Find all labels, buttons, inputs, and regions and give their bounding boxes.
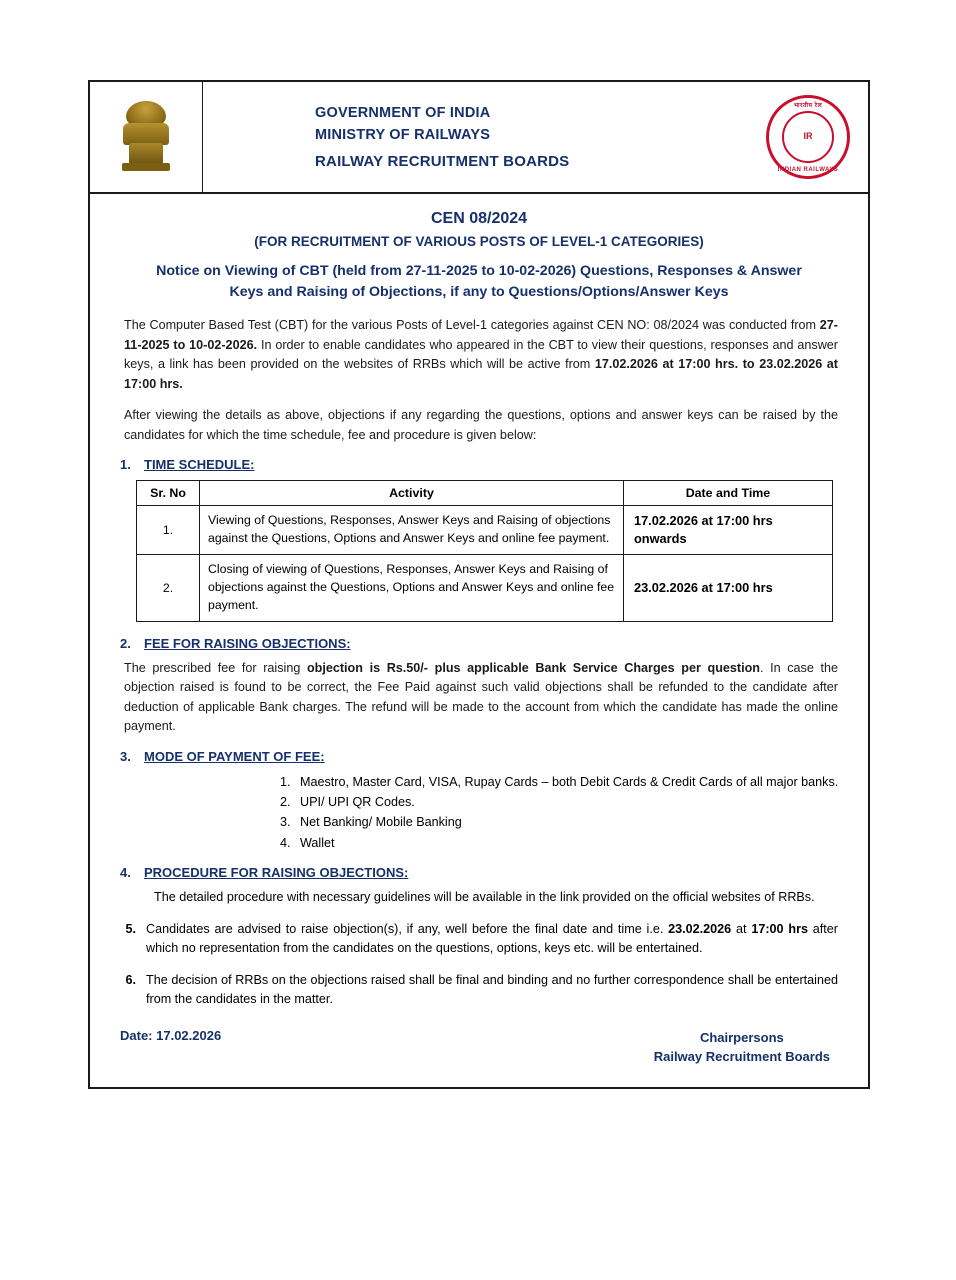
point-5-time: 17:00 hrs	[751, 921, 808, 936]
railways-logo-bottom-text: INDIAN RAILWAYS	[777, 167, 839, 173]
point-6	[116, 971, 842, 1010]
point-5-part2: at	[731, 921, 752, 936]
row2-date: 23.02.2026 at 17:00 hrs	[623, 555, 832, 621]
point-5-number: 5.	[125, 921, 136, 936]
procedure-paragraph: The detailed procedure with necessary guidelines will be available in the link provided on the official websites of RRBs.	[154, 890, 815, 905]
section-3-number: 3.	[120, 748, 131, 764]
intro-paragraph-1	[116, 316, 842, 394]
notice-heading-line2: Keys and Raising of Objections, if any to Questions/Options/Answer Keys	[229, 283, 729, 300]
fee-amount: objection is Rs.50/- plus applicable Bank Service Charges per question	[306, 660, 760, 675]
point-5-content	[146, 920, 842, 959]
signature-line1: Chairpersons	[699, 1029, 784, 1045]
signature-line2: Railway Recruitment Boards	[653, 1049, 830, 1065]
gov-of-india-line: GOVERNMENT OF INDIA	[315, 104, 491, 121]
cen-number: CEN 08/2024	[430, 210, 528, 227]
row1-srno: 1.	[137, 506, 200, 555]
intro-p1-part1: The Computer Based Test (CBT) for the various Posts of Level-1 categories against CEN NO: 08/2024 was conducted from	[124, 318, 820, 333]
point-5	[116, 920, 842, 959]
document-body	[90, 194, 868, 1087]
header-text-block	[203, 105, 748, 170]
th-activity: Activity	[200, 481, 624, 506]
intro-p1-part2: In order to enable candidates who appeared in the CBT to view their questions, responses and answer keys, a link has been provided on the websites of RRBs which will be active from	[124, 337, 838, 372]
payment-modes-list	[116, 772, 842, 854]
section-4-title: PROCEDURE FOR RAISING OBJECTIONS:	[144, 865, 409, 881]
notice-heading-line1: Notice on Viewing of CBT (held from 27-11-2025 to 10-02-2026) Questions, Responses & Answer	[156, 263, 802, 279]
document-footer	[116, 1028, 842, 1067]
indian-railways-logo-icon	[766, 95, 850, 179]
rrb-line: RAILWAY RECRUITMENT BOARDS	[315, 152, 570, 170]
list-item: 1. Maestro, Master Card, VISA, Rupay Cards – both Debit Cards & Credit Cards of all major banks.	[294, 772, 842, 792]
row2-activity: Closing of viewing of Questions, Responses, Answer Keys and Raising of objections against the Questions, Options and Answer Keys and online fee payment.	[200, 555, 624, 621]
section-4-number: 4.	[120, 865, 131, 881]
th-date-time: Date and Time	[623, 481, 832, 506]
section-3-heading	[116, 749, 842, 764]
railways-logo-top-text: भारतीय रेल	[793, 103, 823, 109]
footer-date: Date: 17.02.2026	[120, 1027, 222, 1043]
emblem-container	[90, 82, 203, 192]
point-6-number: 6.	[125, 972, 136, 987]
section-2-heading	[116, 636, 842, 651]
row1-date: 17.02.2026 at 17:00 hrs onwards	[623, 506, 832, 555]
point-6-content: The decision of RRBs on the objections raised shall be final and binding and no further correspondence shall be entertained from the candidates in the matter.	[146, 972, 838, 1007]
fee-part2: . In case the objection raised is found to be correct, the Fee Paid against such valid objections shall be refunded to the candidate after deduction of applicable Bank charges. The refund will be made to the account from which the candidate has made the online payment.	[124, 660, 838, 734]
section-1-number: 1.	[120, 457, 131, 473]
section-4-heading	[116, 865, 842, 880]
section-3-title: MODE OF PAYMENT OF FEE:	[144, 748, 325, 764]
point-5-part3: after which no representation from the candidates on the questions, options, keys etc. will be entertained.	[146, 921, 839, 956]
table-row	[137, 506, 833, 555]
intro-p1-window: 17.02.2026 at 17:00 hrs. to 23.02.2026 at 17:00 hrs.	[124, 357, 838, 391]
th-srno: Sr. No	[137, 481, 200, 506]
table-header-row	[137, 481, 833, 506]
section-2-number: 2.	[120, 635, 131, 651]
section-2-title: FEE FOR RAISING OBJECTIONS:	[144, 635, 351, 651]
railways-logo-inner-text: IR	[782, 111, 834, 163]
cen-subtitle: (FOR RECRUITMENT OF VARIOUS POSTS OF LEVEL-1 CATEGORIES)	[254, 234, 704, 249]
time-schedule-table	[136, 480, 833, 621]
section-1-heading	[116, 457, 842, 472]
row1-activity: Viewing of Questions, Responses, Answer Keys and Raising of objections against the Questions, Options and Answer Keys and online fee payment.	[200, 506, 624, 555]
notice-heading	[116, 261, 842, 302]
fee-part1: The prescribed fee for raising	[124, 660, 307, 675]
point-5-part1: Candidates are advised to raise objection(s), if any, well before the final date and time i.e.	[146, 921, 669, 936]
railways-logo-container	[748, 95, 868, 179]
ministry-of-railways-line: MINISTRY OF RAILWAYS	[315, 126, 491, 143]
document-header	[90, 82, 868, 194]
row2-srno: 2.	[137, 555, 200, 621]
point-5-date: 23.02.2026	[668, 921, 732, 936]
intro-paragraph-2: After viewing the details as above, objections if any regarding the questions, options and answer keys can be raised by the candidates for which the time schedule, fee and procedure is given below:	[124, 408, 838, 442]
section-1-title: TIME SCHEDULE:	[144, 457, 255, 473]
notice-document	[88, 80, 870, 1089]
table-row	[137, 555, 833, 621]
list-item: 4. Wallet	[294, 833, 842, 853]
fee-paragraph	[116, 659, 842, 737]
footer-signature	[654, 1028, 830, 1067]
list-item: 2. UPI/ UPI QR Codes.	[294, 792, 842, 812]
intro-p1-dates: 27-11-2025 to 10-02-2026.	[124, 318, 838, 352]
india-state-emblem-icon	[119, 99, 173, 175]
list-item: 3. Net Banking/ Mobile Banking	[294, 812, 842, 832]
